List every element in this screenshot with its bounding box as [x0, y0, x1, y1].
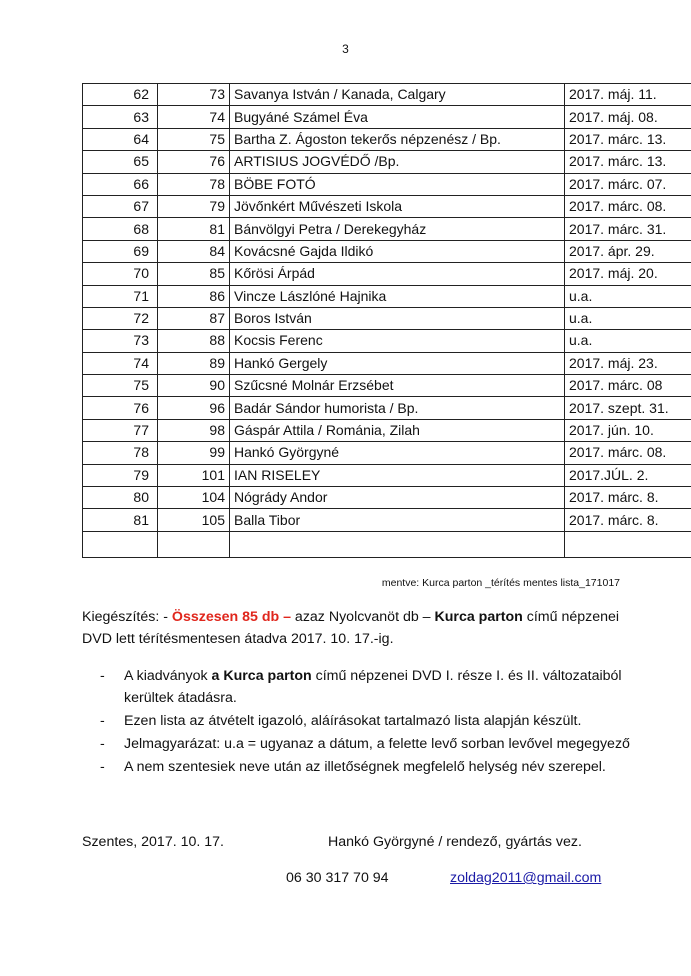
row-index-cell: 72 [83, 307, 158, 329]
row-index-cell: 76 [83, 397, 158, 419]
row-date-cell: u.a. [565, 285, 691, 307]
row-number-cell: 78 [158, 173, 230, 195]
row-name-cell: Boros István [230, 307, 565, 329]
row-index-cell: 79 [83, 464, 158, 486]
note-item [100, 733, 640, 755]
row-number-cell: 84 [158, 240, 230, 262]
row-name-cell: Gáspár Attila / Románia, Zilah [230, 419, 565, 441]
note-text-pre: Jelmagyarázat: u.a = ugyanaz a dátum, a felette levő sorban levővel megegyező [124, 736, 630, 752]
row-index-cell: 64 [83, 128, 158, 150]
row-index-cell: 81 [83, 509, 158, 531]
row-number-cell: 96 [158, 397, 230, 419]
row-name-cell: Hankó Györgyné [230, 442, 565, 464]
row-number-cell: 88 [158, 330, 230, 352]
page-number: 3 [342, 42, 349, 56]
row-date-cell: 2017. márc. 13. [565, 128, 691, 150]
row-index-cell: 62 [83, 84, 158, 106]
table-row [83, 195, 691, 217]
empty-cell [565, 531, 691, 557]
row-date-cell: 2017. jún. 10. [565, 419, 691, 441]
note-item [100, 665, 640, 709]
row-index-cell: 80 [83, 487, 158, 509]
row-index-cell: 67 [83, 195, 158, 217]
row-name-cell: Savanya István / Kanada, Calgary [230, 84, 565, 106]
row-name-cell: IAN RISELEY [230, 464, 565, 486]
note-text-post: című népzenei DVD I. része I. és II. változataiból kerültek átadásra. [124, 668, 622, 706]
row-name-cell: Jövőnkért Művészeti Iskola [230, 195, 565, 217]
supplement-title: Kurca parton [434, 609, 523, 625]
table-row [83, 330, 691, 352]
row-name-cell: Badár Sándor humorista / Bp. [230, 397, 565, 419]
row-name-cell: Kovácsné Gajda Ildikó [230, 240, 565, 262]
table-row [83, 263, 691, 285]
row-date-cell: u.a. [565, 307, 691, 329]
notes-list [100, 665, 640, 779]
row-index-cell: 74 [83, 352, 158, 374]
row-number-cell: 104 [158, 487, 230, 509]
row-date-cell: 2017. szept. 31. [565, 397, 691, 419]
table-row [83, 285, 691, 307]
row-name-cell: Kocsis Ferenc [230, 330, 565, 352]
note-dash: - [100, 759, 105, 775]
row-name-cell: Kőrösi Árpád [230, 263, 565, 285]
table-row-empty [83, 531, 691, 557]
table-row [83, 464, 691, 486]
table-row [83, 397, 691, 419]
row-name-cell: ARTISIUS JOGVÉDŐ /Bp. [230, 151, 565, 173]
row-date-cell: 2017. márc. 07. [565, 173, 691, 195]
phone-number: 06 30 317 70 94 [286, 870, 389, 886]
row-name-cell: BÖBE FOTÓ [230, 173, 565, 195]
row-date-cell: 2017. máj. 23. [565, 352, 691, 374]
empty-cell [158, 531, 230, 557]
row-date-cell: 2017. márc. 8. [565, 487, 691, 509]
empty-cell [230, 531, 565, 557]
note-dash: - [100, 713, 105, 729]
row-date-cell: 2017. márc. 08. [565, 195, 691, 217]
row-index-cell: 65 [83, 151, 158, 173]
row-date-cell: u.a. [565, 330, 691, 352]
row-name-cell: Vincze Lászlóné Hajnika [230, 285, 565, 307]
row-date-cell: 2017. máj. 08. [565, 106, 691, 128]
row-index-cell: 73 [83, 330, 158, 352]
signer-name: Hankó Györgyné / rendező, gyártás vez. [328, 834, 582, 850]
row-index-cell: 75 [83, 375, 158, 397]
row-date-cell: 2017. márc. 08. [565, 442, 691, 464]
row-index-cell: 71 [83, 285, 158, 307]
note-text-pre: A nem szentesiek neve után az illetőségnek megfelelő helység név szerepel. [124, 759, 606, 775]
table-row [83, 106, 691, 128]
row-number-cell: 81 [158, 218, 230, 240]
row-number-cell: 90 [158, 375, 230, 397]
table-row [83, 84, 691, 106]
row-name-cell: Nógrády Andor [230, 487, 565, 509]
row-number-cell: 73 [158, 84, 230, 106]
row-number-cell: 76 [158, 151, 230, 173]
signature-line [82, 834, 642, 850]
place-date: Szentes, 2017. 10. 17. [82, 834, 224, 850]
table-row [83, 218, 691, 240]
row-index-cell: 63 [83, 106, 158, 128]
row-number-cell: 99 [158, 442, 230, 464]
empty-cell [83, 531, 158, 557]
note-dash: - [100, 668, 105, 684]
row-number-cell: 85 [158, 263, 230, 285]
saved-file-note: mentve: Kurca parton _térítés mentes lista_171017 [381, 577, 620, 589]
row-date-cell: 2017. márc. 31. [565, 218, 691, 240]
row-number-cell: 79 [158, 195, 230, 217]
table-row [83, 151, 691, 173]
note-text-pre: A kiadványok [124, 668, 212, 684]
row-name-cell: Hankó Gergely [230, 352, 565, 374]
supplement-lead: Kiegészítés: - [82, 609, 172, 625]
row-number-cell: 86 [158, 285, 230, 307]
table-row [83, 307, 691, 329]
note-text-bold: a Kurca parton [211, 668, 312, 684]
supplement-total: Összesen 85 db – [171, 609, 291, 625]
row-name-cell: Balla Tibor [230, 509, 565, 531]
table-row [83, 352, 691, 374]
row-name-cell: Bugyáné Számel Éva [230, 106, 565, 128]
row-date-cell: 2017. márc. 08 [565, 375, 691, 397]
note-item [100, 756, 640, 778]
supplement-tail: című népzenei DVD lett térítésmentesen átadva 2017. 10. 17.-ig. [82, 609, 620, 647]
table-row [83, 487, 691, 509]
row-number-cell: 87 [158, 307, 230, 329]
row-index-cell: 70 [83, 263, 158, 285]
email-link[interactable]: zoldag2011@gmail.com [450, 870, 602, 886]
table-row [83, 375, 691, 397]
row-index-cell: 78 [83, 442, 158, 464]
supplement-paragraph [82, 606, 642, 650]
note-dash: - [100, 736, 105, 752]
row-number-cell: 101 [158, 464, 230, 486]
table-row [83, 442, 691, 464]
row-number-cell: 74 [158, 106, 230, 128]
row-name-cell: Bartha Z. Ágoston tekerős népzenész / Bp. [230, 128, 565, 150]
row-number-cell: 98 [158, 419, 230, 441]
recipient-table [82, 83, 691, 558]
row-date-cell: 2017. máj. 20. [565, 263, 691, 285]
row-name-cell: Bánvölgyi Petra / Derekegyház [230, 218, 565, 240]
row-date-cell: 2017. ápr. 29. [565, 240, 691, 262]
row-index-cell: 66 [83, 173, 158, 195]
note-item [100, 710, 640, 732]
row-index-cell: 77 [83, 419, 158, 441]
row-date-cell: 2017. márc. 13. [565, 151, 691, 173]
row-number-cell: 89 [158, 352, 230, 374]
table-row [83, 128, 691, 150]
row-date-cell: 2017.JÚL. 2. [565, 464, 691, 486]
supplement-middle: azaz Nyolcvanöt db – [290, 609, 435, 625]
row-number-cell: 75 [158, 128, 230, 150]
row-index-cell: 69 [83, 240, 158, 262]
table-row [83, 173, 691, 195]
note-text-pre: Ezen lista az átvételt igazoló, aláírásokat tartalmazó lista alapján készült. [124, 713, 582, 729]
row-date-cell: 2017. máj. 11. [565, 84, 691, 106]
table-row [83, 240, 691, 262]
table-row [83, 419, 691, 441]
row-number-cell: 105 [158, 509, 230, 531]
row-index-cell: 68 [83, 218, 158, 240]
row-name-cell: Szűcsné Molnár Erzsébet [230, 375, 565, 397]
table-row [83, 509, 691, 531]
row-date-cell: 2017. márc. 8. [565, 509, 691, 531]
